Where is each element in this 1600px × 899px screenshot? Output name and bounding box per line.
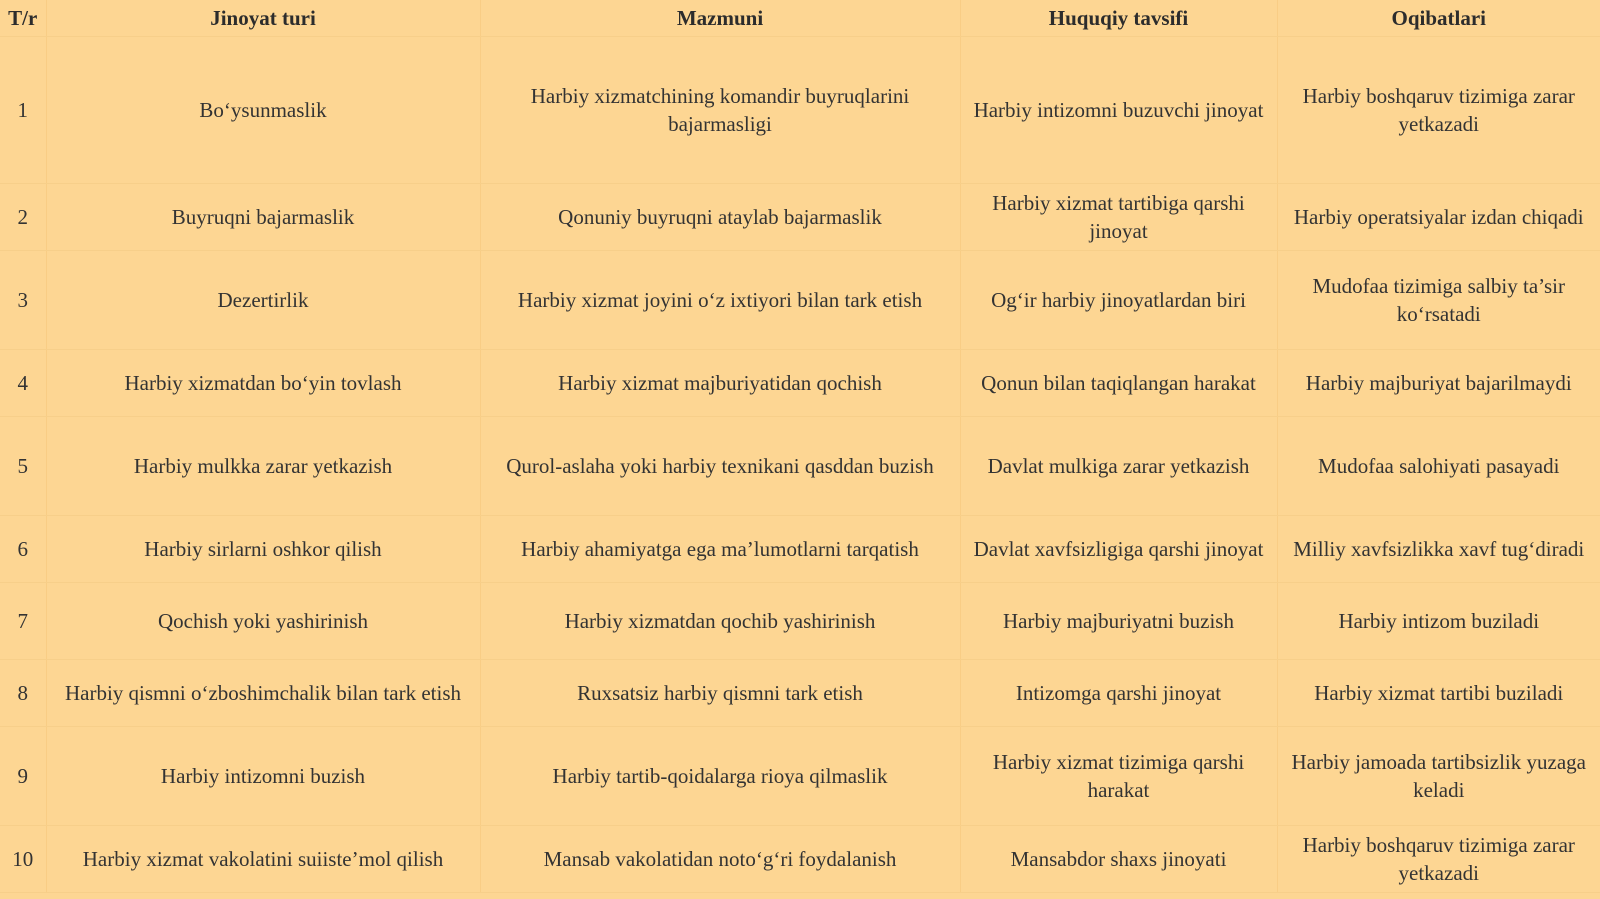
content-cell: Qonuniy buyruqni ataylab bajarmaslik [480,184,960,251]
legal-description-cell: Harbiy xizmat tizimiga qarshi harakat [960,727,1277,826]
row-number: 6 [0,516,46,583]
crime-type-cell: Dezertirlik [46,251,480,350]
legal-description-cell: Og‘ir harbiy jinoyatlardan biri [960,251,1277,350]
header-row [0,0,1600,37]
consequences-cell: Harbiy intizom buziladi [1277,583,1600,660]
table-row [0,37,1600,184]
legal-description-cell: Mansabdor shaxs jinoyati [960,826,1277,893]
content-cell: Harbiy xizmatdan qochib yashirinish [480,583,960,660]
content-cell: Harbiy ahamiyatga ega ma’lumotlarni tarqatish [480,516,960,583]
header-legal-description: Huquqiy tavsifi [960,0,1277,37]
row-number: 5 [0,417,46,516]
header-crime-type: Jinoyat turi [46,0,480,37]
crime-type-cell: Buyruqni bajarmaslik [46,184,480,251]
consequences-cell: Harbiy operatsiyalar izdan chiqadi [1277,184,1600,251]
legal-description-cell: Harbiy xizmat tartibiga qarshi jinoyat [960,184,1277,251]
content-cell: Harbiy tartib-qoidalarga rioya qilmaslik [480,727,960,826]
legal-description-cell: Harbiy majburiyatni buzish [960,583,1277,660]
content-cell: Qurol-aslaha yoki harbiy texnikani qasddan buzish [480,417,960,516]
legal-description-cell: Qonun bilan taqiqlangan harakat [960,350,1277,417]
crime-type-cell: Harbiy qismni o‘zboshimchalik bilan tark etish [46,660,480,727]
crime-type-cell: Harbiy xizmatdan bo‘yin tovlash [46,350,480,417]
legal-description-cell: Intizomga qarshi jinoyat [960,660,1277,727]
crime-type-cell: Harbiy xizmat vakolatini suiiste’mol qilish [46,826,480,893]
content-cell: Ruxsatsiz harbiy qismni tark etish [480,660,960,727]
table-row [0,350,1600,417]
content-cell: Mansab vakolatidan noto‘g‘ri foydalanish [480,826,960,893]
row-number: 8 [0,660,46,727]
header-content: Mazmuni [480,0,960,37]
row-number: 9 [0,727,46,826]
header-consequences: Oqibatlari [1277,0,1600,37]
content-cell: Harbiy xizmat majburiyatidan qochish [480,350,960,417]
legal-description-cell: Harbiy intizomni buzuvchi jinoyat [960,37,1277,184]
crime-type-cell: Harbiy mulkka zarar yetkazish [46,417,480,516]
consequences-cell: Harbiy jamoada tartibsizlik yuzaga keladi [1277,727,1600,826]
row-number: 1 [0,37,46,184]
table-row [0,826,1600,893]
table-header [0,0,1600,37]
consequences-cell: Harbiy boshqaruv tizimiga zarar yetkazadi [1277,826,1600,893]
legal-description-cell: Davlat mulkiga zarar yetkazish [960,417,1277,516]
legal-description-cell: Davlat xavfsizligiga qarshi jinoyat [960,516,1277,583]
consequences-cell: Milliy xavfsizlikka xavf tug‘diradi [1277,516,1600,583]
row-number: 2 [0,184,46,251]
crime-type-cell: Harbiy sirlarni oshkor qilish [46,516,480,583]
table-row [0,727,1600,826]
content-cell: Harbiy xizmatchining komandir buyruqlarini bajarmasligi [480,37,960,184]
consequences-cell: Harbiy majburiyat bajarilmaydi [1277,350,1600,417]
table-row [0,583,1600,660]
crime-type-cell: Harbiy intizomni buzish [46,727,480,826]
crime-type-cell: Bo‘ysunmaslik [46,37,480,184]
table-row [0,660,1600,727]
table-row [0,251,1600,350]
consequences-cell: Harbiy xizmat tartibi buziladi [1277,660,1600,727]
row-number: 10 [0,826,46,893]
header-number: T/r [0,0,46,37]
row-number: 4 [0,350,46,417]
row-number: 7 [0,583,46,660]
table-body [0,37,1600,893]
consequences-cell: Mudofaa tizimiga salbiy ta’sir ko‘rsatadi [1277,251,1600,350]
consequences-cell: Mudofaa salohiyati pasayadi [1277,417,1600,516]
table-row [0,516,1600,583]
row-number: 3 [0,251,46,350]
table-row [0,417,1600,516]
crime-type-cell: Qochish yoki yashirinish [46,583,480,660]
table-row [0,184,1600,251]
content-cell: Harbiy xizmat joyini o‘z ixtiyori bilan tark etish [480,251,960,350]
consequences-cell: Harbiy boshqaruv tizimiga zarar yetkazadi [1277,37,1600,184]
